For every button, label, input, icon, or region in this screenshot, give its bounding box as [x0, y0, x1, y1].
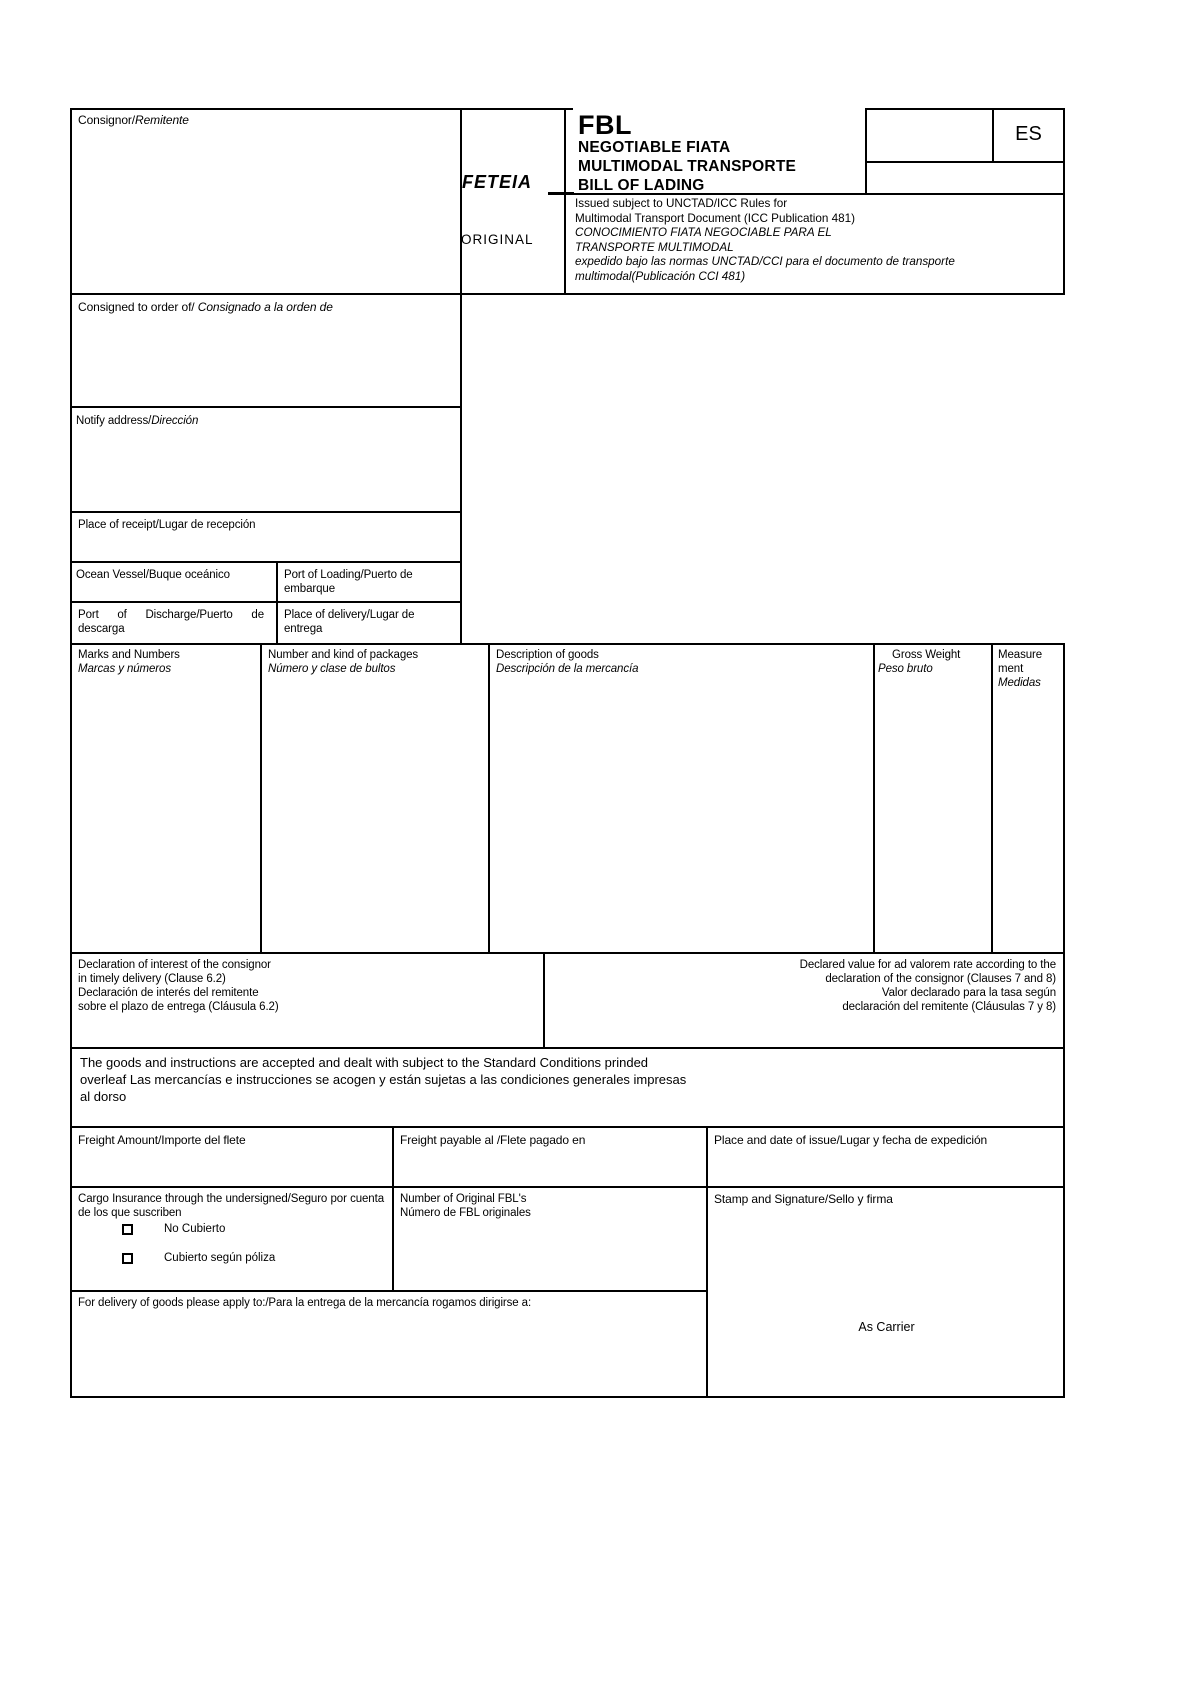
border-line-table-col1 [260, 643, 262, 954]
border-line-right-edge-top [1063, 108, 1065, 295]
stamp-signature-label: Stamp and Signature/Sello y firma [714, 1192, 893, 1206]
border-line-conditions-bottom [70, 1126, 1065, 1128]
title-line-1: NEGOTIABLE FIATA [578, 139, 731, 156]
border-line-ref-mid [865, 161, 1065, 163]
copy-type-label: ORIGINAL [461, 232, 534, 247]
issued-line-es2: TRANSPORTE MULTIMODAL [575, 240, 734, 254]
border-line-freight-divider2 [706, 1126, 708, 1188]
border-line-declaration-divider [543, 952, 545, 1049]
border-line-declaration-bottom [70, 1047, 1065, 1049]
port-of-discharge-label: Port of Discharge/Puerto de descarga [78, 609, 264, 635]
col-description-header: Description of goods Descripción de la mercancía [496, 649, 639, 675]
declaration-of-interest: Declaration of interest of the consignor in timely delivery (Clause 6.2) Declaración de interés del remitente sobre el plazo de entrega (Cláusula 6.2) [78, 959, 279, 1013]
border-line-left-edge [70, 108, 72, 1398]
consigned-label: Consigned to order of/ Consignado a la orden de [78, 300, 333, 314]
col-marks-header: Marks and Numbers Marcas y números [78, 649, 180, 675]
checkbox-icon [122, 1224, 133, 1235]
border-line-table-col2 [488, 643, 490, 954]
border-line-table-col3 [873, 643, 875, 954]
border-line-insurance-bottom [70, 1290, 708, 1292]
consignor-label: Consignor/Remitente [78, 113, 189, 127]
place-of-receipt-label: Place of receipt/Lugar de recepción [78, 519, 256, 531]
notify-label: Notify address/Dirección [76, 415, 199, 427]
border-line-vessel-bottom [70, 601, 460, 603]
issued-subject-block [575, 197, 1061, 285]
col-packages-header: Number and kind of packages Número y clase de bultos [268, 649, 419, 675]
border-line-title-block-left [564, 108, 566, 295]
issued-line-es3: expedido bajo las normas UNCTAD/CCI para el documento de transporte [575, 255, 955, 269]
issue-place-label: Place and date of issue/Lugar y fecha de expedición [714, 1133, 988, 1147]
fbl-form [70, 108, 1065, 1398]
port-of-loading-label: Port of Loading/Puerto de embarque [284, 569, 413, 595]
border-line-header-bottom [70, 293, 1065, 295]
border-line-form-bottom [70, 1396, 1065, 1398]
issued-line-es4: multimodal(Publicación CCI 481) [575, 269, 746, 283]
checkbox-icon [122, 1253, 133, 1264]
border-line-stamp-left [706, 1186, 708, 1398]
border-line-freight-bottom [70, 1186, 1065, 1188]
insurance-option-not-covered [122, 1222, 225, 1236]
border-line-notify-bottom [70, 511, 460, 513]
border-line-consigned-bottom [70, 406, 460, 408]
border-line-insurance-divider [392, 1186, 394, 1292]
col-measurement-header: Measurement Medidas [998, 649, 1043, 689]
fbl-originals-label: Number of Original FBL's Número de FBL originales [400, 1193, 531, 1219]
document-title-block [578, 112, 796, 195]
issued-line-en1: Issued subject to UNCTAD/ICC Rules for [575, 197, 788, 210]
as-carrier-label: As Carrier [858, 1320, 915, 1334]
title-line-2: MULTIMODAL TRANSPORTE [578, 158, 797, 175]
place-of-delivery-label: Place of delivery/Lugar de entrega [284, 609, 415, 635]
border-line-receipt-bottom [70, 561, 460, 563]
insurance-option-covered [122, 1251, 275, 1265]
border-line-top-left [70, 108, 573, 110]
freight-payable-label: Freight payable al /Flete pagado en [400, 1133, 586, 1147]
declared-value: Declared value for ad valorem rate according to the declaration of the consignor (Clauses 7 and 8) Valor declarado para la tasa según declaración del remitente (Cláusulas 7 y 8) [799, 959, 1056, 1013]
standard-conditions-text: The goods and instructions are accepted and dealt with subject to the Standard Conditions prinded overleaf Las mercancías e instrucciones se acogen y están sujetas a las condiciones generales impresas al dorso [80, 1055, 687, 1104]
freight-amount-label: Freight Amount/Importe del flete [78, 1133, 246, 1147]
insurance-option-label: Cubierto según póliza [164, 1252, 276, 1264]
cargo-insurance-label: Cargo Insurance through the undersigned/Seguro por cuenta de los que suscriben [78, 1193, 384, 1219]
country-code-box: ES [1015, 123, 1042, 145]
title-line-3: BILL OF LADING [578, 177, 705, 194]
border-line-vessel-divider [276, 561, 278, 645]
border-line-table-bottom [70, 952, 1065, 954]
issued-line-es1: CONOCIMIENTO FIATA NEGOCIABLE PARA EL [575, 226, 832, 240]
border-line-right-edge-bottom [1063, 643, 1065, 1398]
insurance-option-label: No Cubierto [164, 1223, 226, 1235]
border-line-table-top [70, 643, 1065, 645]
col-gross-weight-header: Gross Weight Peso bruto [878, 649, 961, 675]
delivery-apply-label: For delivery of goods please apply to:/Para la entrega de la mercancía rogamos dirigirse a: [78, 1297, 532, 1309]
feteia-logo: FETEIA [462, 172, 533, 192]
feteia-dash [548, 192, 574, 195]
border-line-table-col4 [991, 643, 993, 954]
issued-line-en2: Multimodal Transport Document (ICC Publication 481) [575, 211, 855, 225]
border-line-ref-left [865, 108, 867, 195]
ocean-vessel-label: Ocean Vessel/Buque oceánico [76, 569, 230, 581]
document-code: FBL [578, 110, 632, 140]
border-line-freight-divider1 [392, 1126, 394, 1188]
